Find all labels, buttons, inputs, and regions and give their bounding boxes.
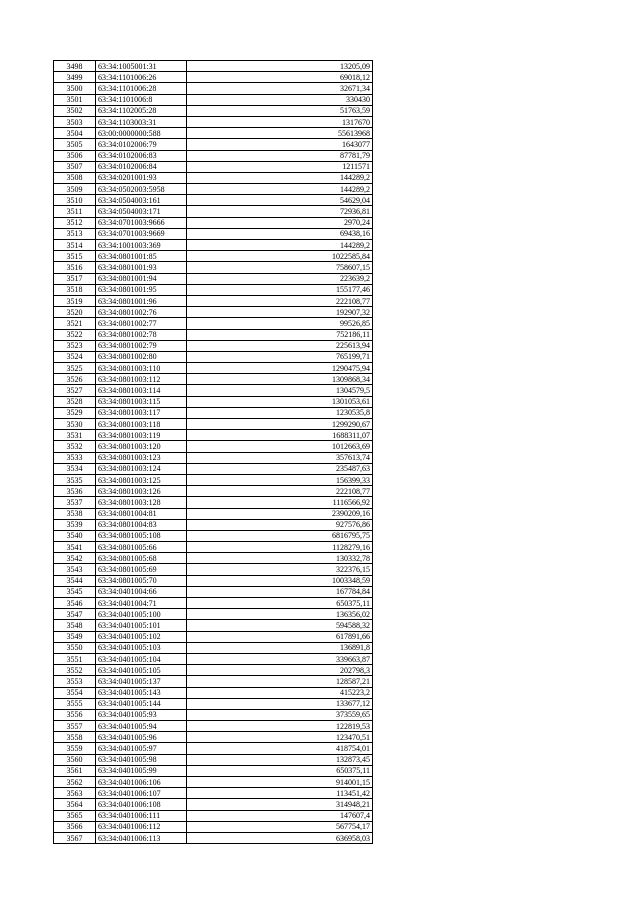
value-cell: 650375,11 [187,598,373,609]
row-number-cell: 3523 [54,340,96,351]
table-body [54,61,373,844]
row-number-cell: 3558 [54,732,96,743]
value-cell: 322376,15 [187,564,373,575]
cadastral-number-cell: 63:34:0801004:81 [96,508,187,519]
row-number-cell: 3561 [54,765,96,776]
cadastral-number-cell: 63:34:0401005:99 [96,765,187,776]
value-cell: 617891,66 [187,631,373,642]
cadastral-number-cell: 63:34:0504003:171 [96,206,187,217]
value-cell: 752186,11 [187,329,373,340]
value-cell: 55613968 [187,128,373,139]
row-number-cell: 3557 [54,721,96,732]
cadastral-number-cell: 63:34:0401005:102 [96,631,187,642]
value-cell: 54629,04 [187,195,373,206]
cadastral-number-cell: 63:34:0502003:5958 [96,184,187,195]
value-cell: 1290475,94 [187,363,373,374]
cadastral-number-cell: 63:34:1102005:28 [96,105,187,116]
table-row [54,407,373,418]
row-number-cell: 3507 [54,161,96,172]
cadastral-number-cell: 63:34:0801001:95 [96,284,187,295]
cadastral-number-cell: 63:34:0801003:117 [96,407,187,418]
table-row [54,251,373,262]
value-cell: 136891,8 [187,642,373,653]
table-row [54,184,373,195]
row-number-cell: 3565 [54,810,96,821]
table-row [54,687,373,698]
value-cell: 144289,2 [187,172,373,183]
table-row [54,363,373,374]
table-row [54,642,373,653]
table-row [54,821,373,832]
value-cell: 1688311,07 [187,430,373,441]
cadastral-number-cell: 63:34:1103003:31 [96,116,187,127]
cadastral-number-cell: 63:34:0801001:96 [96,295,187,306]
table-row [54,508,373,519]
value-cell: 123470,51 [187,732,373,743]
row-number-cell: 3552 [54,665,96,676]
table-row [54,832,373,843]
row-number-cell: 3518 [54,284,96,295]
row-number-cell: 3537 [54,497,96,508]
cadastral-number-cell: 63:34:0801003:118 [96,419,187,430]
cadastral-number-cell: 63:34:0801005:68 [96,553,187,564]
cadastral-number-cell: 63:34:0401005:93 [96,709,187,720]
value-cell: 222108,77 [187,486,373,497]
row-number-cell: 3567 [54,832,96,843]
value-cell: 202798,3 [187,665,373,676]
cadastral-number-cell: 63:34:0401004:66 [96,586,187,597]
row-number-cell: 3525 [54,363,96,374]
row-number-cell: 3524 [54,351,96,362]
cadastral-number-cell: 63:34:1101006:26 [96,72,187,83]
row-number-cell: 3513 [54,228,96,239]
row-number-cell: 3553 [54,676,96,687]
table-row [54,284,373,295]
table-row [54,273,373,284]
table-row [54,340,373,351]
cadastral-number-cell: 63:34:0102006:84 [96,161,187,172]
row-number-cell: 3535 [54,474,96,485]
cadastral-number-cell: 63:34:0401005:96 [96,732,187,743]
cadastral-number-cell: 63:34:0801002:76 [96,307,187,318]
cadastral-number-cell: 63:34:0701003:9669 [96,228,187,239]
table-row [54,474,373,485]
value-cell: 1301053,61 [187,396,373,407]
table-row [54,172,373,183]
value-cell: 2390209,16 [187,508,373,519]
cadastral-number-cell: 63:34:0401005:104 [96,653,187,664]
cadastral-number-cell: 63:34:0801005:69 [96,564,187,575]
cadastral-number-cell: 63:34:0401006:111 [96,810,187,821]
value-cell: 192907,32 [187,307,373,318]
value-cell: 1309868,34 [187,374,373,385]
row-number-cell: 3498 [54,61,96,72]
row-number-cell: 3536 [54,486,96,497]
row-number-cell: 3511 [54,206,96,217]
row-number-cell: 3566 [54,821,96,832]
cadastral-number-cell: 63:34:0801001:93 [96,262,187,273]
data-table [53,60,373,844]
table-row [54,116,373,127]
table-row [54,676,373,687]
row-number-cell: 3517 [54,273,96,284]
value-cell: 418754,01 [187,743,373,754]
cadastral-number-cell: 63:34:0401005:94 [96,721,187,732]
value-cell: 758607,15 [187,262,373,273]
row-number-cell: 3508 [54,172,96,183]
table-row [54,228,373,239]
table-row [54,139,373,150]
table-row [54,128,373,139]
table-row [54,385,373,396]
row-number-cell: 3532 [54,441,96,452]
row-number-cell: 3541 [54,542,96,553]
cadastral-number-cell: 63:34:0401005:103 [96,642,187,653]
row-number-cell: 3560 [54,754,96,765]
row-number-cell: 3512 [54,217,96,228]
value-cell: 1012663,69 [187,441,373,452]
cadastral-number-cell: 63:34:0401005:101 [96,620,187,631]
table-row [54,318,373,329]
table-row [54,419,373,430]
table-row [54,72,373,83]
value-cell: 765199,71 [187,351,373,362]
cadastral-number-cell: 63:34:0401004:71 [96,598,187,609]
cadastral-number-cell: 63:34:0801001:85 [96,251,187,262]
table-row [54,195,373,206]
value-cell: 222108,77 [187,295,373,306]
cadastral-number-cell: 63:00:0000000:588 [96,128,187,139]
table-row [54,575,373,586]
value-cell: 339663,87 [187,653,373,664]
value-cell: 927576,86 [187,519,373,530]
row-number-cell: 3531 [54,430,96,441]
row-number-cell: 3500 [54,83,96,94]
table-row [54,307,373,318]
value-cell: 167784,84 [187,586,373,597]
row-number-cell: 3533 [54,452,96,463]
table-row [54,295,373,306]
table-row [54,430,373,441]
cadastral-number-cell: 63:34:0801003:119 [96,430,187,441]
table-row [54,83,373,94]
table-row [54,564,373,575]
value-cell: 914001,15 [187,777,373,788]
value-cell: 136356,02 [187,609,373,620]
table-row [54,441,373,452]
row-number-cell: 3509 [54,184,96,195]
value-cell: 650375,11 [187,765,373,776]
value-cell: 1299290,67 [187,419,373,430]
cadastral-number-cell: 63:34:0504003:161 [96,195,187,206]
table-row [54,396,373,407]
row-number-cell: 3551 [54,653,96,664]
row-number-cell: 3555 [54,698,96,709]
value-cell: 144289,2 [187,184,373,195]
row-number-cell: 3539 [54,519,96,530]
cadastral-number-cell: 63:34:0401006:112 [96,821,187,832]
row-number-cell: 3548 [54,620,96,631]
table-row [54,150,373,161]
value-cell: 1317670 [187,116,373,127]
row-number-cell: 3528 [54,396,96,407]
value-cell: 87781,79 [187,150,373,161]
value-cell: 32671,34 [187,83,373,94]
cadastral-number-cell: 63:34:0801003:115 [96,396,187,407]
cadastral-number-cell: 63:34:1001003:369 [96,240,187,251]
row-number-cell: 3526 [54,374,96,385]
table-row [54,653,373,664]
value-cell: 155177,46 [187,284,373,295]
row-number-cell: 3501 [54,94,96,105]
value-cell: 122819,53 [187,721,373,732]
table-row [54,240,373,251]
cadastral-number-cell: 63:34:1101006:8 [96,94,187,105]
cadastral-number-cell: 63:34:0801005:70 [96,575,187,586]
value-cell: 132873,45 [187,754,373,765]
value-cell: 2970,24 [187,217,373,228]
cadastral-number-cell: 63:34:0401005:105 [96,665,187,676]
cadastral-number-cell: 63:34:0801001:94 [96,273,187,284]
table-row [54,262,373,273]
row-number-cell: 3534 [54,463,96,474]
table-row [54,553,373,564]
table-row [54,698,373,709]
row-number-cell: 3563 [54,788,96,799]
value-cell: 1211571 [187,161,373,172]
cadastral-number-cell: 63:34:0801003:114 [96,385,187,396]
cadastral-number-cell: 63:34:0801003:110 [96,363,187,374]
cadastral-number-cell: 63:34:0401005:100 [96,609,187,620]
table-row [54,217,373,228]
table-row [54,765,373,776]
table-row [54,486,373,497]
row-number-cell: 3506 [54,150,96,161]
table-row [54,799,373,810]
value-cell: 144289,2 [187,240,373,251]
table-row [54,374,373,385]
value-cell: 133677,12 [187,698,373,709]
row-number-cell: 3547 [54,609,96,620]
table-row [54,754,373,765]
row-number-cell: 3562 [54,777,96,788]
value-cell: 13205,09 [187,61,373,72]
table-row [54,810,373,821]
cadastral-number-cell: 63:34:0701003:9666 [96,217,187,228]
cadastral-number-cell: 63:34:0801003:128 [96,497,187,508]
cadastral-number-cell: 63:34:1101006:28 [96,83,187,94]
value-cell: 567754,17 [187,821,373,832]
cadastral-number-cell: 63:34:0801005:108 [96,530,187,541]
value-cell: 156399,33 [187,474,373,485]
table-row [54,463,373,474]
value-cell: 225613,94 [187,340,373,351]
table-row [54,732,373,743]
row-number-cell: 3510 [54,195,96,206]
value-cell: 69018,12 [187,72,373,83]
cadastral-number-cell: 63:34:0801003:120 [96,441,187,452]
row-number-cell: 3550 [54,642,96,653]
row-number-cell: 3520 [54,307,96,318]
table-row [54,206,373,217]
value-cell: 6816795,75 [187,530,373,541]
row-number-cell: 3542 [54,553,96,564]
cadastral-number-cell: 63:34:0801002:77 [96,318,187,329]
cadastral-number-cell: 63:34:0102006:79 [96,139,187,150]
value-cell: 1116566,92 [187,497,373,508]
value-cell: 1230535,8 [187,407,373,418]
row-number-cell: 3529 [54,407,96,418]
cadastral-number-cell: 63:34:0401005:98 [96,754,187,765]
table-row [54,586,373,597]
value-cell: 1003348,59 [187,575,373,586]
cadastral-number-cell: 63:34:1005001:31 [96,61,187,72]
value-cell: 69438,16 [187,228,373,239]
row-number-cell: 3538 [54,508,96,519]
table-row [54,743,373,754]
value-cell: 130332,78 [187,553,373,564]
value-cell: 1304579,5 [187,385,373,396]
row-number-cell: 3545 [54,586,96,597]
value-cell: 147607,4 [187,810,373,821]
row-number-cell: 3556 [54,709,96,720]
table-row [54,709,373,720]
value-cell: 51763,59 [187,105,373,116]
value-cell: 113451,42 [187,788,373,799]
cadastral-number-cell: 63:34:0801002:80 [96,351,187,362]
table-row [54,598,373,609]
cadastral-number-cell: 63:34:0401006:113 [96,832,187,843]
row-number-cell: 3519 [54,295,96,306]
value-cell: 373559,65 [187,709,373,720]
value-cell: 72936,81 [187,206,373,217]
row-number-cell: 3516 [54,262,96,273]
table-row [54,620,373,631]
value-cell: 1022585,84 [187,251,373,262]
table-row [54,94,373,105]
cadastral-number-cell: 63:34:0401005:137 [96,676,187,687]
cadastral-number-cell: 63:34:0801003:123 [96,452,187,463]
cadastral-number-cell: 63:34:0401005:97 [96,743,187,754]
table-row [54,631,373,642]
value-cell: 636958,03 [187,832,373,843]
row-number-cell: 3515 [54,251,96,262]
value-cell: 223639,2 [187,273,373,284]
row-number-cell: 3564 [54,799,96,810]
row-number-cell: 3543 [54,564,96,575]
row-number-cell: 3503 [54,116,96,127]
cadastral-number-cell: 63:34:0801003:112 [96,374,187,385]
value-cell: 415223,2 [187,687,373,698]
row-number-cell: 3521 [54,318,96,329]
row-number-cell: 3499 [54,72,96,83]
table-row [54,788,373,799]
cadastral-number-cell: 63:34:0201001:93 [96,172,187,183]
table-row [54,530,373,541]
row-number-cell: 3544 [54,575,96,586]
row-number-cell: 3559 [54,743,96,754]
row-number-cell: 3505 [54,139,96,150]
table-row [54,609,373,620]
value-cell: 357613,74 [187,452,373,463]
value-cell: 235487,63 [187,463,373,474]
table-row [54,665,373,676]
table-row [54,329,373,340]
cadastral-number-cell: 63:34:0801005:66 [96,542,187,553]
table-row [54,777,373,788]
cadastral-number-cell: 63:34:0401006:108 [96,799,187,810]
cadastral-number-cell: 63:34:0401005:143 [96,687,187,698]
cadastral-number-cell: 63:34:0401006:107 [96,788,187,799]
table-row [54,542,373,553]
row-number-cell: 3554 [54,687,96,698]
table-row [54,351,373,362]
cadastral-number-cell: 63:34:0401005:144 [96,698,187,709]
row-number-cell: 3546 [54,598,96,609]
cadastral-number-cell: 63:34:0801002:79 [96,340,187,351]
table-row [54,61,373,72]
row-number-cell: 3504 [54,128,96,139]
table-row [54,105,373,116]
row-number-cell: 3514 [54,240,96,251]
table-row [54,519,373,530]
value-cell: 330430 [187,94,373,105]
cadastral-number-cell: 63:34:0801003:124 [96,463,187,474]
value-cell: 128587,21 [187,676,373,687]
row-number-cell: 3549 [54,631,96,642]
row-number-cell: 3502 [54,105,96,116]
row-number-cell: 3527 [54,385,96,396]
table-row [54,452,373,463]
value-cell: 1643077 [187,139,373,150]
value-cell: 594588,32 [187,620,373,631]
cadastral-number-cell: 63:34:0801002:78 [96,329,187,340]
cadastral-number-cell: 63:34:0801004:83 [96,519,187,530]
table-row [54,721,373,732]
row-number-cell: 3540 [54,530,96,541]
table-row [54,497,373,508]
value-cell: 314948,21 [187,799,373,810]
cadastral-number-cell: 63:34:0401006:106 [96,777,187,788]
value-cell: 99526,85 [187,318,373,329]
row-number-cell: 3530 [54,419,96,430]
row-number-cell: 3522 [54,329,96,340]
cadastral-number-cell: 63:34:0801003:125 [96,474,187,485]
value-cell: 1128279,16 [187,542,373,553]
cadastral-number-cell: 63:34:0801003:126 [96,486,187,497]
cadastral-number-cell: 63:34:0102006:83 [96,150,187,161]
table-row [54,161,373,172]
